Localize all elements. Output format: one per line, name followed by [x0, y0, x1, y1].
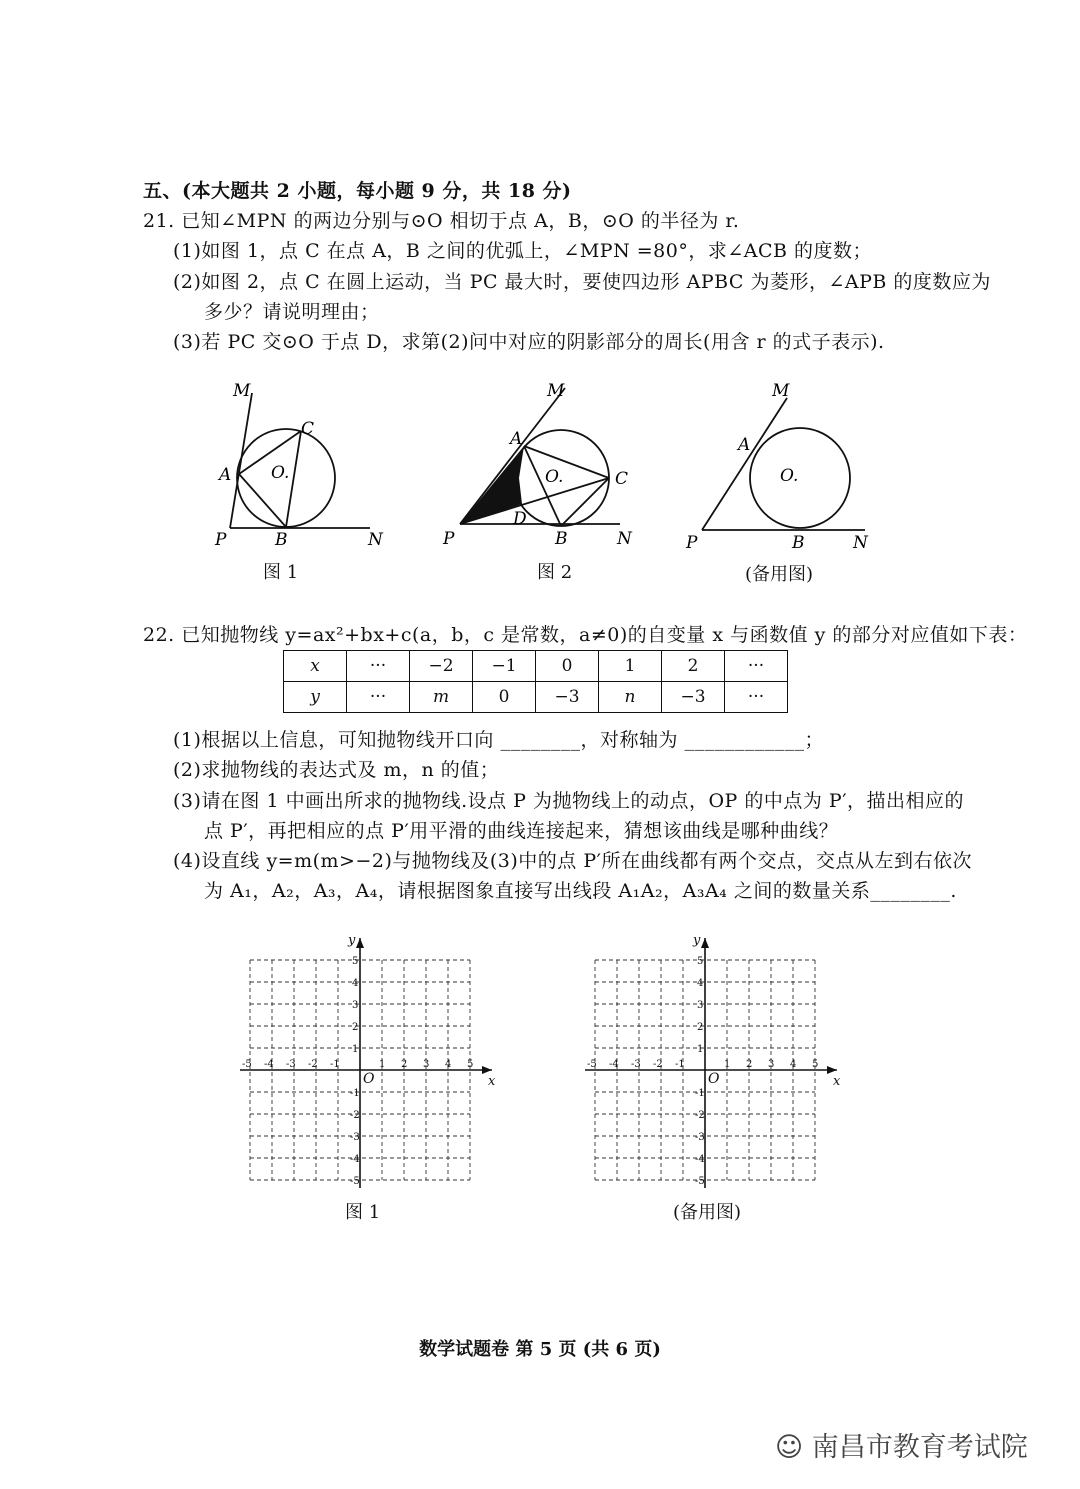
label-B: B	[555, 529, 568, 549]
x-tick-label: 2	[401, 1059, 408, 1070]
origin-label: O	[363, 1071, 375, 1087]
watermark-text: 南昌市教育考试院	[811, 1432, 1028, 1463]
y-tick-label: 3	[697, 1000, 704, 1011]
x-tick-label: 1	[379, 1059, 386, 1070]
q21-caption-spare: (备用图)	[745, 564, 814, 585]
label-P: P	[215, 530, 227, 550]
q21-part2-line2: 多少？请说明理由；	[204, 301, 380, 323]
x-axis-label: x	[488, 1074, 496, 1089]
q21-part1: (1)如图 1，点 C 在点 A，B 之间的优弧上，∠MPN =80°，求∠ACB 的度数；	[173, 240, 873, 262]
x-tick-label: 1	[724, 1059, 731, 1070]
q21-part2-line1: (2)如图 2，点 C 在圆上运动，当 PC 最大时，要使四边形 APBC 为菱形，∠APB 的度数应为	[173, 271, 991, 293]
x-tick-label: -4	[264, 1059, 274, 1070]
label-N: N	[368, 530, 383, 550]
x-tick-label: 3	[423, 1059, 430, 1070]
y-tick-label: 1	[352, 1044, 359, 1055]
q22-caption-1: 图 1	[345, 1202, 381, 1223]
label-O: O.	[271, 463, 290, 483]
x-tick-label: -3	[631, 1059, 641, 1070]
table-cell: ···	[347, 682, 410, 713]
table-cell: 1	[599, 651, 662, 682]
y-tick-label: 5	[697, 956, 704, 967]
x-axis-label: x	[833, 1074, 841, 1089]
label-O: O.	[545, 467, 564, 487]
q22-part3-line1: (3)请在图 1 中画出所求的抛物线.设点 P 为抛物线上的动点，OP 的中点为 P′，描出相应的	[173, 790, 965, 812]
y-tick-label: -3	[695, 1132, 705, 1143]
y-axis-arrow	[356, 938, 364, 948]
q22-caption-spare: (备用图)	[673, 1202, 742, 1223]
q21-stem: 21. 已知∠MPN 的两边分别与⊙O 相切于点 A，B，⊙O 的半径为 r.	[143, 210, 740, 232]
origin-label: O	[708, 1071, 720, 1087]
x-tick-label: 4	[790, 1059, 797, 1070]
x-tick-label: -3	[286, 1059, 296, 1070]
y-tick-label: -4	[350, 1154, 360, 1165]
y-axis-arrow	[701, 938, 709, 948]
q21-caption-2: 图 2	[537, 562, 573, 583]
section-title: 五、(本大题共 2 小题，每小题 9 分，共 18 分)	[143, 180, 572, 202]
y-tick-label: -1	[695, 1088, 705, 1099]
label-B: B	[275, 530, 288, 550]
x-tick-label: 4	[445, 1059, 452, 1070]
x-tick-label: 3	[768, 1059, 775, 1070]
q22-value-table	[283, 650, 788, 713]
y-tick-label: -4	[695, 1154, 705, 1165]
label-P: P	[686, 533, 698, 553]
table-row-x	[284, 651, 788, 682]
table-cell: m	[410, 682, 473, 713]
x-tick-label: 5	[812, 1059, 819, 1070]
q22-stem: 22. 已知抛物线 y=ax²+bx+c(a，b，c 是常数，a≠0)的自变量 x 与函数值 y 的部分对应值如下表：	[143, 624, 1028, 646]
x-tick-label: 5	[467, 1059, 474, 1070]
table-cell: −2	[410, 651, 473, 682]
x-tick-label: -2	[308, 1059, 318, 1070]
y-axis-label: y	[693, 933, 701, 948]
y-tick-label: 3	[352, 1000, 359, 1011]
table-row-y	[284, 682, 788, 713]
y-tick-label: -2	[350, 1110, 360, 1121]
label-N: N	[853, 533, 868, 553]
table-cell: 0	[536, 651, 599, 682]
y-tick-label: -5	[350, 1176, 360, 1187]
y-tick-label: -1	[350, 1088, 360, 1099]
label-P: P	[443, 529, 455, 549]
label-M: M	[547, 381, 565, 401]
table-cell: 0	[473, 682, 536, 713]
q22-part4-line1: (4)设直线 y=m(m>−2)与抛物线及(3)中的点 P′所在曲线都有两个交点，交点从左到右依次	[173, 850, 972, 872]
table-cell: 2	[662, 651, 725, 682]
y-tick-label: 1	[697, 1044, 704, 1055]
y-tick-label: 5	[352, 956, 359, 967]
table-cell: −3	[662, 682, 725, 713]
label-M: M	[233, 381, 251, 401]
table-cell: ···	[725, 682, 788, 713]
label-A: A	[738, 435, 751, 455]
watermark	[775, 1425, 1028, 1464]
q22-grid-figure-1	[240, 930, 500, 1190]
table-cell: ···	[725, 651, 788, 682]
y-tick-label: 2	[697, 1022, 704, 1033]
table-cell: n	[599, 682, 662, 713]
q22-grid-figure-spare	[585, 930, 845, 1190]
q21-figure-2	[435, 378, 645, 553]
q22-part3-line2: 点 P′，再把相应的点 P′用平滑的曲线连接起来，猜想该曲线是哪种曲线？	[204, 820, 839, 842]
x-tick-label: -4	[609, 1059, 619, 1070]
label-C: C	[301, 419, 315, 439]
label-D: D	[513, 509, 527, 529]
page-footer: 数学试题卷 第 5 页 (共 6 页)	[419, 1339, 661, 1360]
q21-figure-1	[205, 378, 405, 553]
q21-figure-spare	[680, 378, 880, 553]
table-cell: ···	[347, 651, 410, 682]
table-cell: −3	[536, 682, 599, 713]
x-tick-label: -2	[653, 1059, 663, 1070]
label-M: M	[772, 381, 790, 401]
label-O: O.	[780, 466, 799, 486]
y-tick-label: 4	[697, 978, 704, 989]
label-N: N	[617, 529, 632, 549]
x-tick-label: -5	[242, 1059, 252, 1070]
label-A: A	[510, 429, 523, 449]
y-tick-label: -3	[350, 1132, 360, 1143]
y-tick-label: 4	[352, 978, 359, 989]
q21-caption-1: 图 1	[263, 562, 299, 583]
x-tick-label: -1	[330, 1059, 340, 1070]
x-tick-label: -5	[587, 1059, 597, 1070]
x-axis-arrow	[827, 1066, 837, 1074]
y-tick-label: 2	[352, 1022, 359, 1033]
y-axis-label: y	[348, 933, 356, 948]
table-cell: x	[284, 651, 347, 682]
table-cell: −1	[473, 651, 536, 682]
q21-part3: (3)若 PC 交⊙O 于点 D，求第(2)问中对应的阴影部分的周长(用含 r 的式子表示).	[173, 331, 885, 353]
q22-part2: (2)求抛物线的表达式及 m，n 的值；	[173, 759, 500, 781]
label-C: C	[615, 469, 629, 489]
x-axis-arrow	[482, 1066, 492, 1074]
wechat-icon: ☺	[775, 1432, 804, 1463]
label-A: A	[219, 465, 232, 485]
x-tick-label: 2	[746, 1059, 753, 1070]
table-cell: y	[284, 682, 347, 713]
y-tick-label: -5	[695, 1176, 705, 1187]
q22-part1: (1)根据以上信息，可知抛物线开口向 ________，对称轴为 ____________；	[173, 729, 824, 751]
q22-part4-line2: 为 A₁，A₂，A₃，A₄，请根据图象直接写出线段 A₁A₂，A₃A₄ 之间的数量关系________.	[204, 880, 957, 902]
y-tick-label: -2	[695, 1110, 705, 1121]
label-B: B	[792, 533, 805, 553]
x-tick-label: -1	[675, 1059, 685, 1070]
